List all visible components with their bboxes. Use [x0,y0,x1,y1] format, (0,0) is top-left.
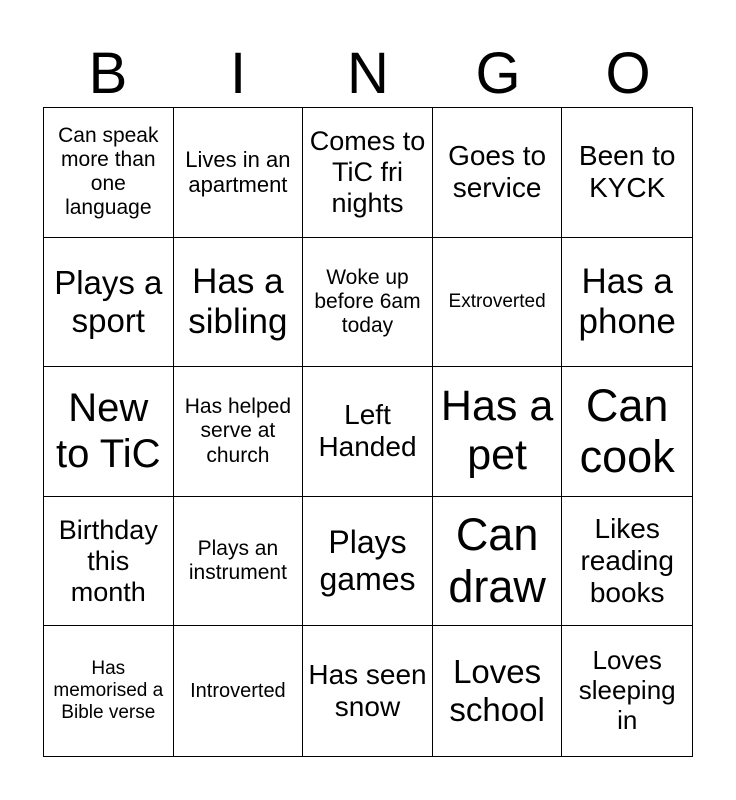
bingo-cell [174,108,304,238]
header-letter-g: G [475,41,521,106]
bingo-cell-text: Plays a sport [54,263,163,339]
bingo-cell-text: Birthday this month [58,514,158,607]
bingo-cell-text: Been to KYCK [578,140,676,204]
bingo-cell [433,108,563,238]
header-letter-i: I [229,41,247,106]
bingo-cell-text: Introverted [190,679,286,702]
bingo-cell [174,626,304,756]
bingo-cell-text: Can speak more than one language [58,124,159,220]
bingo-cell-text: Goes to service [448,140,547,204]
bingo-cell-text: Has a phone [578,261,676,341]
header-letter-b: B [88,41,128,106]
bingo-cell-text: Has a sibling [188,261,288,341]
bingo-cell [433,626,563,756]
bingo-cell [562,497,692,627]
bingo-cell-text: Has a pet [440,382,554,480]
bingo-cell [303,497,433,627]
bingo-cell-text: New to TiC [56,386,161,477]
bingo-cell-text: Plays games [319,524,416,598]
bingo-cell-text: Has helped serve at church [184,395,292,467]
bingo-cell [44,497,174,627]
bingo-cell-text: Can draw [448,509,546,613]
bingo-cell [44,367,174,497]
bingo-cell-text: Left Handed [318,399,417,463]
bingo-cell [303,626,433,756]
bingo-cell-text: Loves school [449,653,545,729]
bingo-cell-text: Woke up before 6am today [314,265,421,337]
bingo-cell [562,367,692,497]
bingo-cell-text: Has seen snow [308,659,427,723]
bingo-cell [44,626,174,756]
bingo-header [43,40,693,108]
bingo-cell [433,367,563,497]
bingo-board [43,107,693,757]
bingo-cell [44,238,174,368]
bingo-cell-text: Comes to TiC fri nights [309,125,426,218]
bingo-cell [562,626,692,756]
bingo-cell-text: Lives in an apartment [185,147,291,198]
bingo-cell-text: Has memorised a Bible verse [53,658,164,724]
bingo-cell [303,367,433,497]
bingo-cell [174,497,304,627]
bingo-cell [174,238,304,368]
header-letter-o: O [605,41,651,106]
bingo-cell [303,238,433,368]
bingo-cell [433,238,563,368]
bingo-cell [44,108,174,238]
bingo-cell-text: Extroverted [448,290,546,312]
bingo-cell-text: Plays an instrument [188,536,287,585]
bingo-cell-text: Likes reading books [580,512,674,609]
bingo-cell [174,367,304,497]
bingo-cell [562,238,692,368]
bingo-cell-text: Can cook [579,379,675,483]
bingo-cell [433,497,563,627]
bingo-cell-text: Loves sleeping in [578,645,676,736]
bingo-cell [562,108,692,238]
bingo-cell [303,108,433,238]
header-letter-n: N [347,41,389,106]
